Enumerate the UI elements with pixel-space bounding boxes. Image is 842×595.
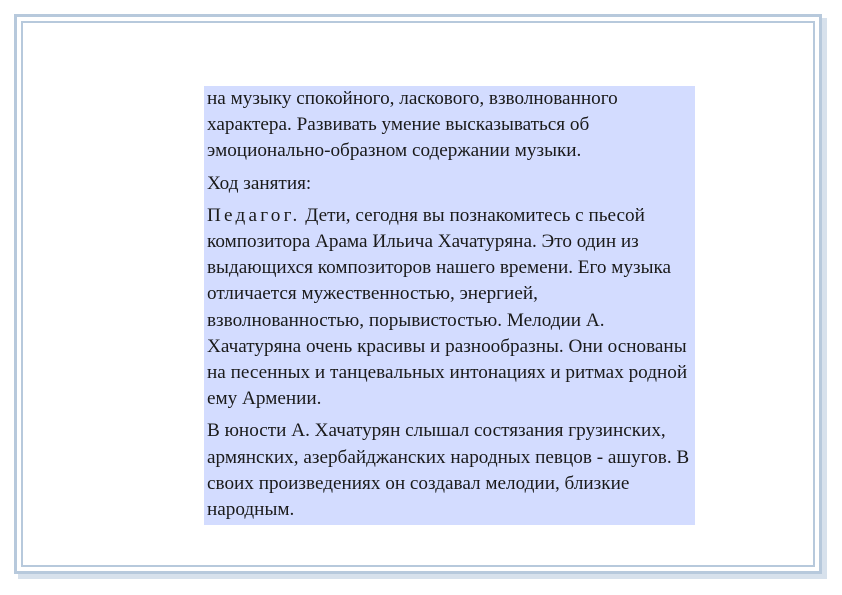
text-box [204, 86, 695, 525]
speech-text: Дети, сегодня вы познакомитесь с пьесой композитора Арама Ильича Хачатуряна. Это один из выдающихся композиторов нашего времени. Его музыка отличается мужественностью, энергией, взволнованностью, порывистостью. Мелодии А. Хачатуряна очень красивы и разнообразны. Они основаны на песенных и танцевальных интонациях и ритмах родной ему Армении. [207, 204, 688, 410]
paragraph-youth: В юности А. Хачатурян слышал состязания грузинских, армянских, азербайджанских народных певцов - ашугов. В своих произведениях он создавал мелодии, близкие народным. [207, 420, 690, 521]
paragraph-goals: на музыку спокойного, ласкового, взволнованного характера. Развивать умение высказываться об эмоционально-образном содержании музыки. [207, 88, 618, 162]
speaker-label: Педагог. [207, 204, 301, 226]
frame-shadow [822, 18, 827, 578]
frame-shadow [18, 574, 827, 579]
paragraph-lesson-heading: Ход занятия: [207, 172, 312, 194]
paragraph-teacher-speech [207, 203, 695, 413]
